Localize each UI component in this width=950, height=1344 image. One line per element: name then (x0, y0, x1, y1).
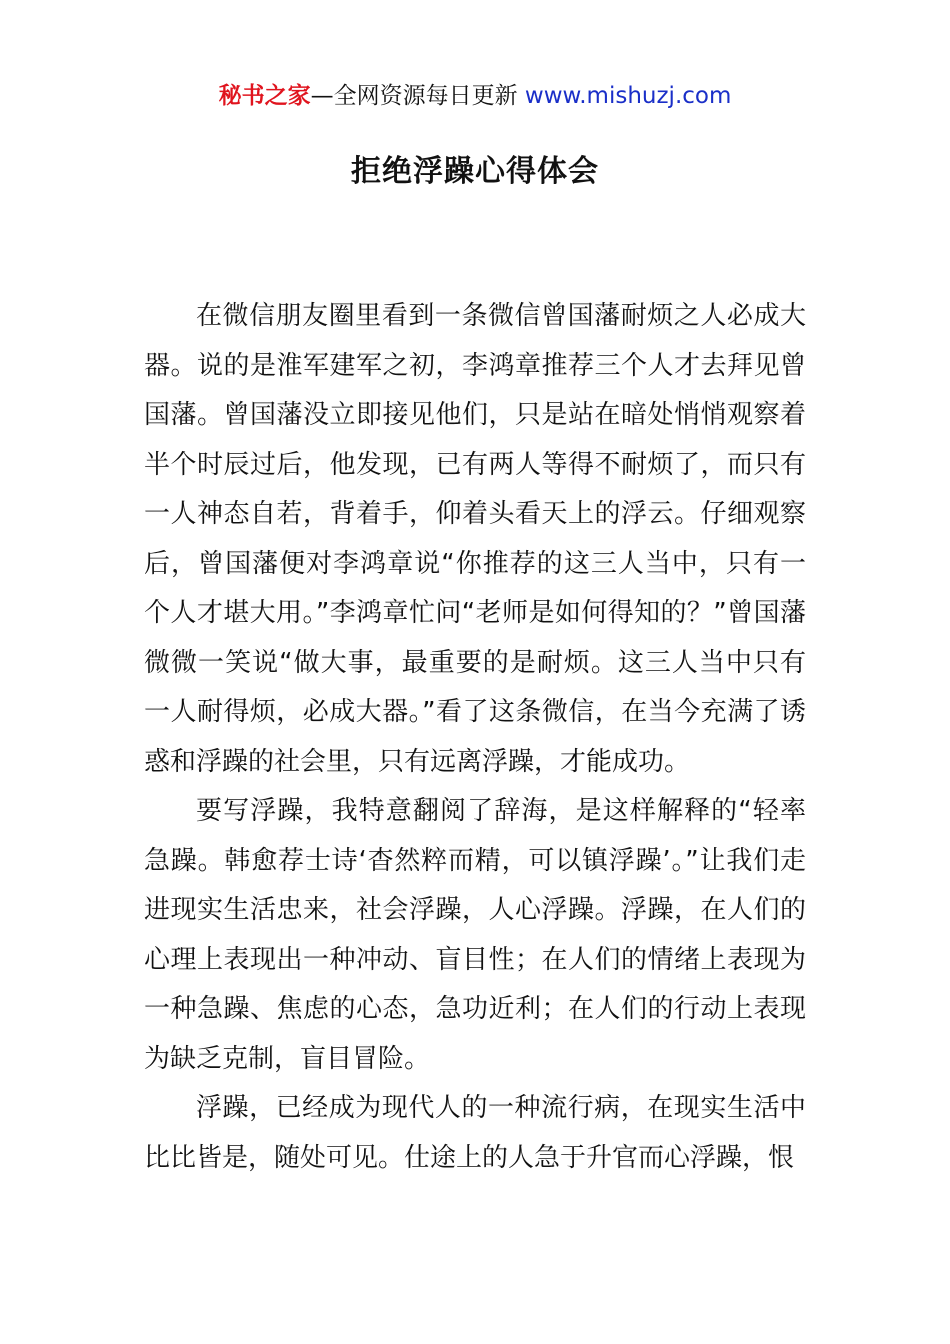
site-header (0, 80, 950, 112)
paragraph-1: 在微信朋友圈里看到一条微信曾国藩耐烦之人必成大器。说的是淮军建军之初，李鸿章推荐三个人才去拜见曾国藩。曾国藩没立即接见他们，只是站在暗处悄悄观察着半个时辰过后，他发现，已有两人等得不耐烦了，而只有一人神态自若，背着手，仰着头看天上的浮云。仔细观察后，曾国藩便对李鸿章说“你推荐的这三人当中，只有一个人才堪大用。”李鸿章忙问“老师是如何得知的？”曾国藩微微一笑说“做大事，最重要的是耐烦。这三人当中只有一人耐得烦，必成大器。”看了这条微信，在当今充满了诱惑和浮躁的社会里，只有远离浮躁，才能成功。 (144, 301, 806, 777)
paragraph-2: 要写浮躁，我特意翻阅了辞海，是这样解释的“轻率急躁。韩愈荐士诗‘杳然粹而精，可以镇浮躁’。”让我们走进现实生活忠来，社会浮躁，人心浮躁。浮躁，在人们的心理上表现出一种冲动、盲目性；在人们的情绪上表现为一种急躁、焦虑的心态，急功近利；在人们的行动上表现为缺乏克制，盲目冒险。 (144, 796, 806, 1074)
document-title: 拒绝浮躁心得体会 (351, 154, 599, 189)
paragraph-3: 浮躁，已经成为现代人的一种流行病，在现实生活中比比皆是，随处可见。仕途上的人急于升官而心浮躁，恨 (144, 1093, 806, 1173)
document-body (144, 292, 806, 1183)
site-brand: 秘书之家 (218, 83, 311, 109)
site-url-link[interactable]: www.mishuzj.com (524, 83, 732, 109)
site-tagline: —全网资源每日更新 (310, 83, 525, 109)
